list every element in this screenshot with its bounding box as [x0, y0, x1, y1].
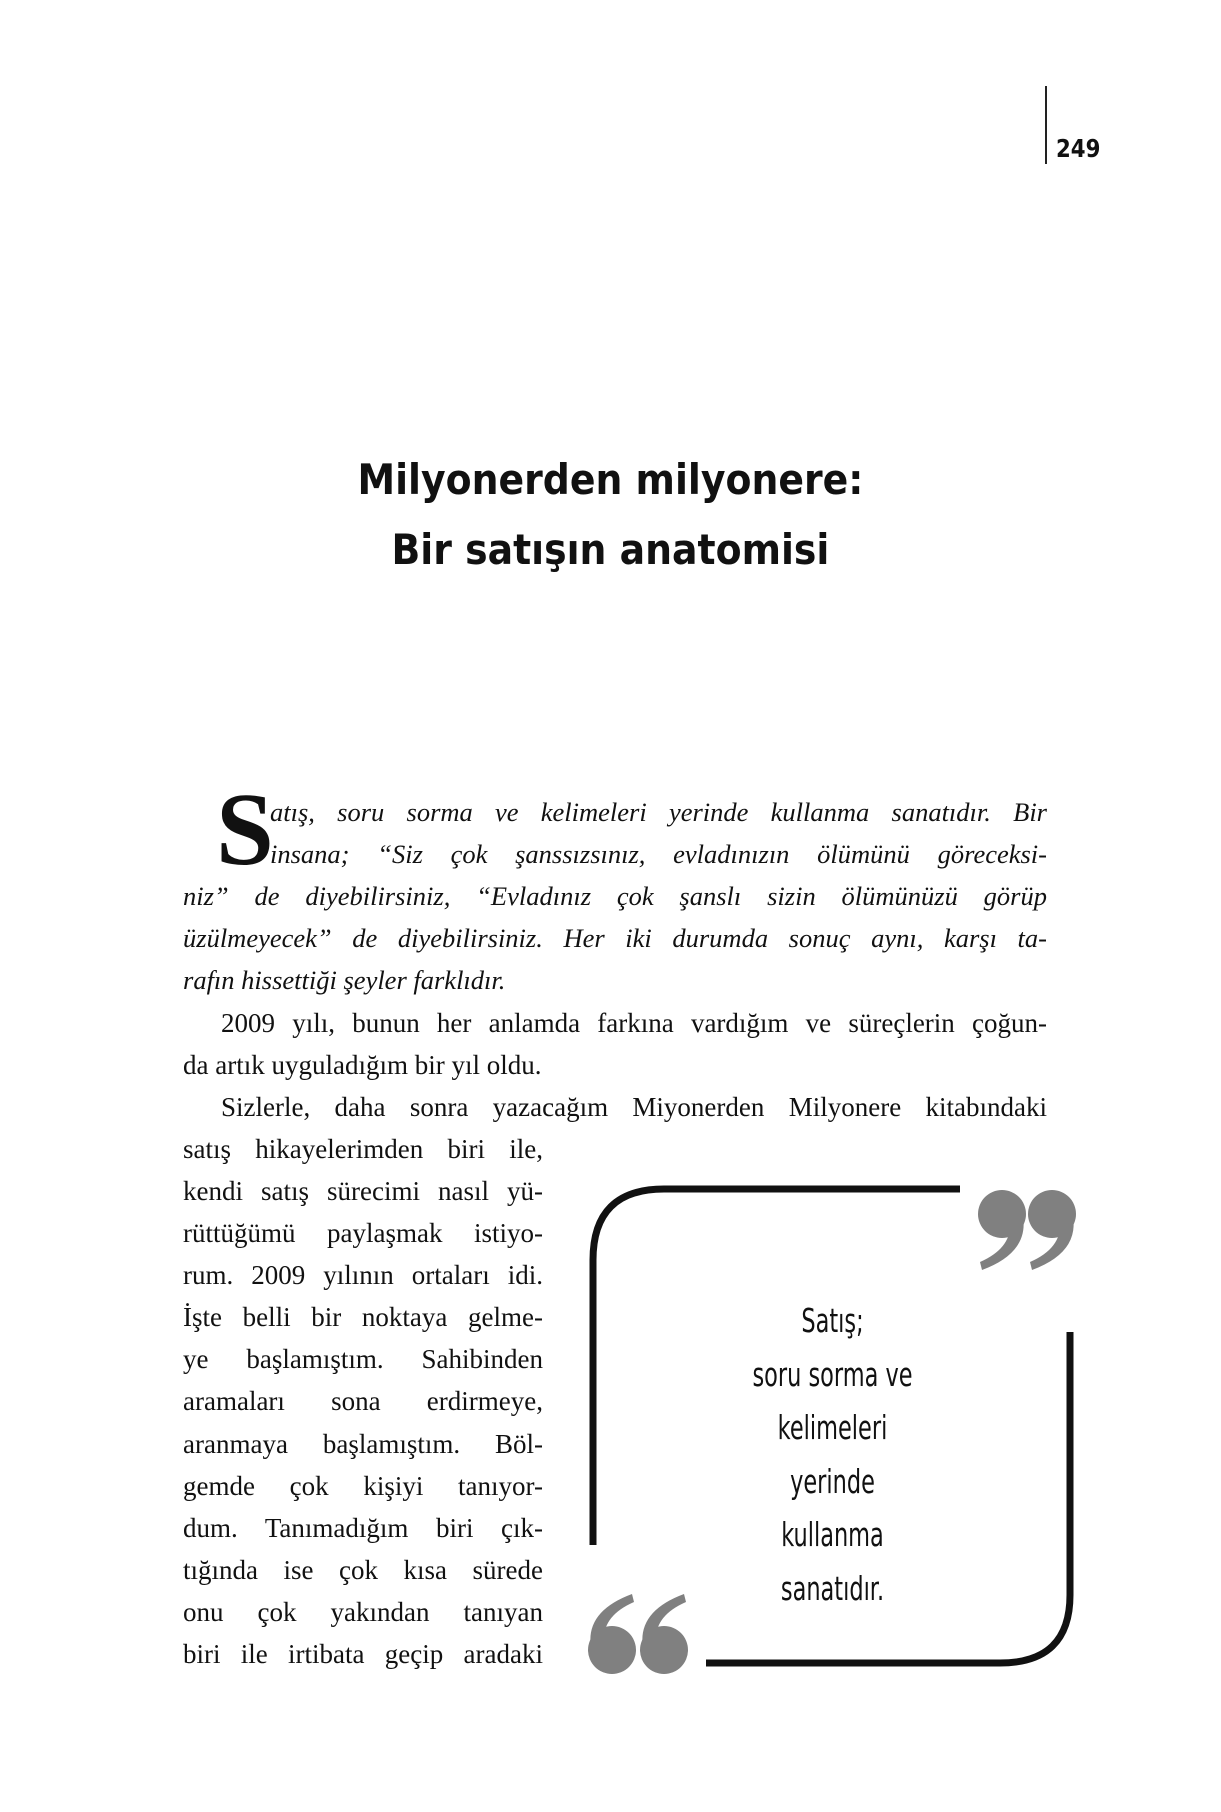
page-number: 249 [1056, 134, 1101, 163]
body-line: 2009 yılı, bunun her anlamda farkına vardığım ve süreçlerin çoğun- [221, 1007, 1047, 1038]
body-line: biri ile irtibata geçip aradaki [183, 1639, 543, 1669]
drop-cap: S [216, 772, 274, 887]
body-line: Sizlerle, daha sonra yazacağım Miyonerden Milyonere kitabındaki [221, 1091, 1047, 1122]
pull-quote-line: Satış; [801, 1301, 864, 1340]
body-line: İşte belli bir noktaya gelme- [183, 1302, 543, 1333]
pull-quote-line: kelimeleri [777, 1408, 888, 1447]
closing-quote-icon [978, 1190, 1076, 1270]
body-line: rüttüğümü paylaşmak istiyo- [183, 1218, 543, 1248]
body-line: da artık uyguladığım bir yıl oldu. [183, 1049, 542, 1080]
chapter-title-line-2: Bir satışın anatomisi [391, 525, 830, 574]
opening-quote-icon [588, 1594, 688, 1674]
body-line: onu çok yakından tanıyan [183, 1596, 543, 1627]
body-line: kendi satış sürecimi nasıl yü- [183, 1175, 543, 1206]
body-line: rum. 2009 yılının ortaları idi. [183, 1260, 543, 1291]
chapter-title-line-1: Milyonerden milyonere: [357, 455, 864, 504]
body-line: aramaları sona erdirmeye, [183, 1386, 543, 1417]
body-line: atış, soru sorma ve kelimeleri yerinde kullanma sanatıdır. Bir [270, 797, 1047, 827]
body-line: gemde çok kişiyi tanıyor- [183, 1470, 543, 1501]
body-line: satış hikayelerimden biri ile, [183, 1133, 543, 1164]
body-line: tığında ise çok kısa sürede [183, 1554, 543, 1585]
body-line: niz” de diyebilirsiniz, “Evladınız çok şanslı sizin ölümünüzü görüp [183, 881, 1047, 912]
body-line: rafın hissettiği şeyler farklıdır. [183, 965, 506, 996]
pull-quote-line: soru sorma ve [752, 1354, 913, 1394]
body-line: insana; “Siz çok şanssızsınız, evladınızın ölümünü göreceksi- [270, 839, 1047, 870]
body-line: üzülmeyecek” de diyebilirsiniz. Her iki durumda sonuç aynı, karşı ta- [183, 923, 1047, 954]
body-line: aranmaya başlamıştım. Böl- [183, 1428, 543, 1459]
body-line: dum. Tanımadığım biri çık- [183, 1512, 543, 1543]
body-line: ye başlamıştım. Sahibinden [183, 1344, 543, 1375]
pull-quote-text [742, 1294, 922, 1615]
pull-quote-line: sanatıdır. [780, 1568, 885, 1608]
pull-quote-line: yerinde kullanma [781, 1461, 884, 1554]
